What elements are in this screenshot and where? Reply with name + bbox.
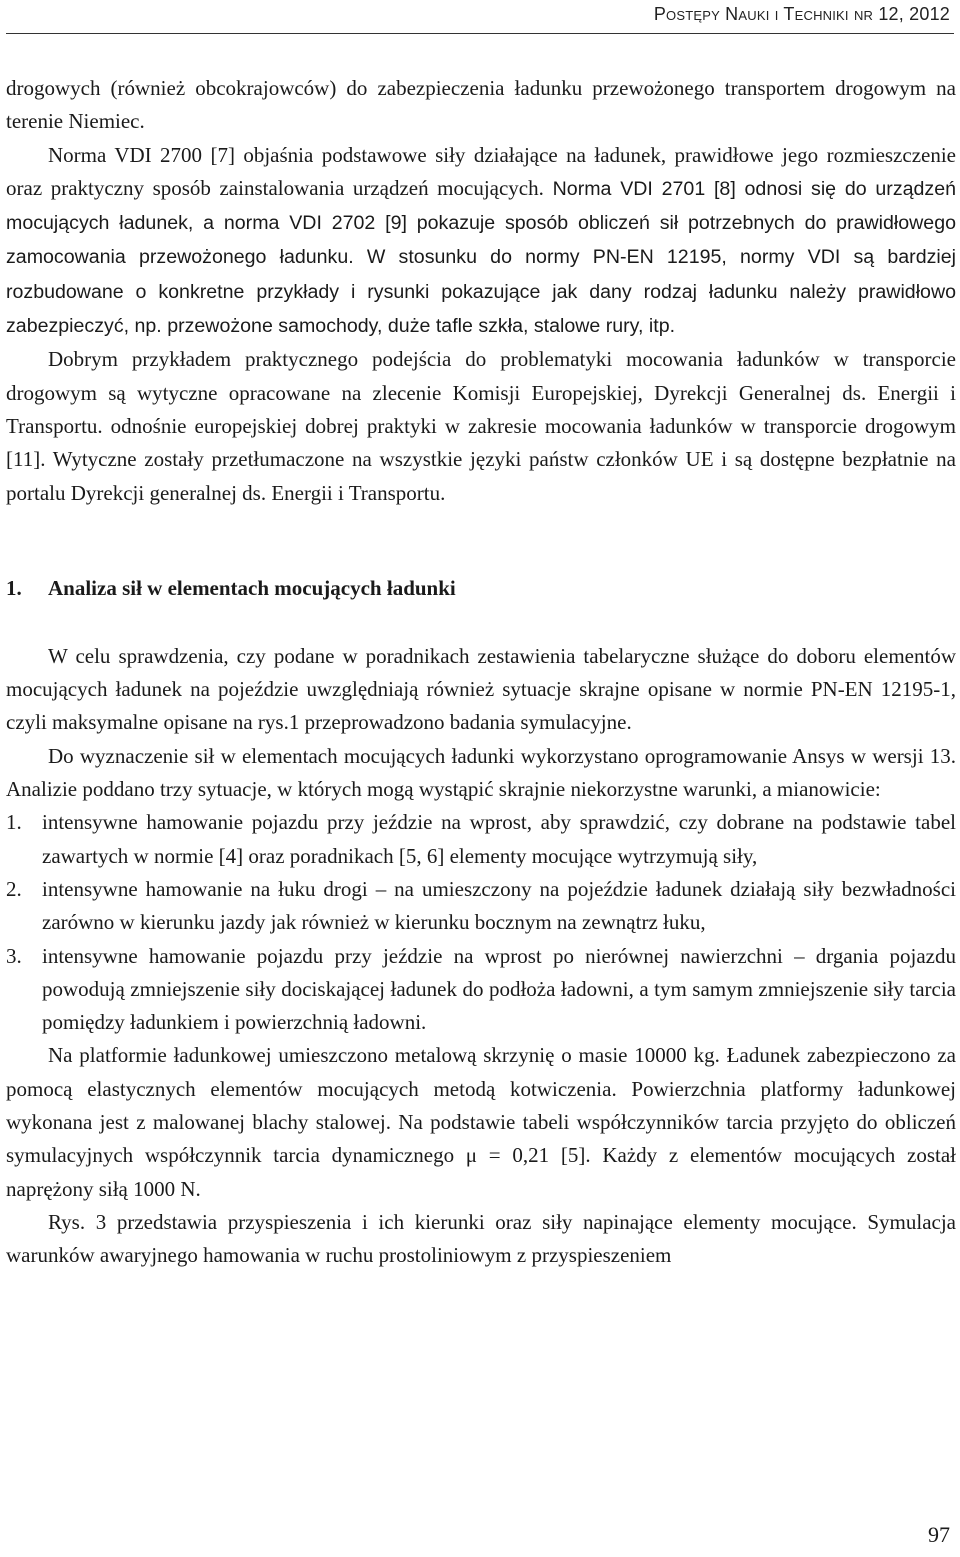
- body-text: [6, 72, 956, 1273]
- section-heading: [6, 572, 956, 605]
- paragraph-vdi-2700: Norma VDI 2700 [7] objaśnia podstawowe siły działające na ładunek, prawidłowe jego rozmieszczenie oraz praktyczny sposób zainstalowania urządzeń mocujących.: [6, 142, 956, 200]
- paragraph-continuation: drogowych (również obcokrajowców) do zabezpieczenia ładunku przewożonego transportem drogowym na terenie Niemiec.: [6, 76, 956, 134]
- list-item-number: 3.: [6, 943, 22, 968]
- paragraph-vdi-norms: [6, 139, 956, 344]
- paragraph-platform: Na platformie ładunkowej umieszczono metalową skrzynię o masie 10000 kg. Ładunek zabezpieczono za pomocą elastycznych elementów mocujących metodą kotwiczenia. Powierzchnia platformy ładunkowej wykonana jest z malowanej blachy stalowej. Na podstawie tabeli współczynników tarcia przyjęto do obliczeń symulacyjnych współczynnik tarcia dynamicznego μ = 0,21 [5]. Każdy z elementów mocujących został naprężony siłą 1000 N.: [6, 1043, 956, 1201]
- paragraph-fig3: Rys. 3 przedstawia przyspieszenia i ich kierunki oraz siły napinające elementy mocujące. Symulacja warunków awaryjnego hamowania w ruchu prostoliniowym z przyspieszeniem: [6, 1209, 956, 1268]
- paragraph-eu-guidelines: Dobrym przykładem praktycznego podejścia do problematyki mocowania ładunków w transporcie drogowym są wytyczne opracowane na zlecenie Komisji Europejskiej, Dyrekcji Generalnej ds. Energii i Transportu. odnośnie europejskiej dobrej praktyki w zakresie mocowania ładunków w transporcie drogowym [11]. Wytyczne zostały przetłumaczone na wszystkie języki państw członków UE i są dostępne bezpłatnie na portalu Dyrekcji generalnej ds. Energii i Transportu.: [6, 347, 956, 505]
- list-item: [6, 873, 956, 940]
- list-item-text: intensywne hamowanie pojazdu przy jeździe na wprost po nierównej nawierzchni – drgania pojazdu powodują zmniejszenie siły dociskającej ładunek do podłoża ładowni, a tym samym zmniejszenie siły tarcia pomiędzy ładunkiem i powierzchnią ładowni.: [42, 943, 956, 1035]
- list-item-text: intensywne hamowanie pojazdu przy jeździe na wprost, aby sprawdzić, czy dobrane na podstawie tabel zawartych w normie [4] oraz poradnikach [5, 6] elementy mocujące wytrzymują siły,: [42, 810, 956, 868]
- paragraph-ansys: Do wyznaczenie sił w elementach mocujących ładunki wykorzystano oprogramowanie Ansys w wersji 13. Analizie poddano trzy sytuacje, w których mogą wystąpić skrajnie niekorzystne warunki, a mianowicie:: [6, 743, 956, 802]
- section-number: 1.: [6, 575, 22, 600]
- paragraph-simulation-purpose: W celu sprawdzenia, czy podane w poradnikach zestawienia tabelaryczne służące do doboru elementów mocujących ładunek na pojeździe uwzględniają również sytuacje skrajne opisane w normie PN-EN 12195-1, czyli maksymalne opisane na rys.1 przeprowadzono badania symulacyjne.: [6, 643, 956, 735]
- running-header: Postępy Nauki i Techniki nr 12, 2012: [653, 4, 950, 24]
- list-item-text: intensywne hamowanie na łuku drogi – na umieszczony na pojeździe ładunek działają siły bezwładności zarówno w kierunku jazdy jak również w kierunku bocznym na zewnątrz łuku,: [42, 876, 956, 935]
- header-divider: [6, 33, 954, 34]
- section-title: Analiza sił w elementach mocujących ładunki: [48, 575, 456, 600]
- page-number: 97: [928, 1522, 950, 1547]
- cases-list: [6, 806, 956, 1039]
- list-item-number: 2.: [6, 876, 22, 901]
- list-item: [6, 940, 956, 1040]
- list-item: [6, 806, 956, 873]
- paragraph-vdi-2701-2702: Norma VDI 2701 [8] odnosi się do urządzeń mocujących ładunek, a norma VDI 2702 [9] pokazuje sposób obliczeń sił potrzebnych do prawidłowego zamocowania przewożonego ładunku. W stosunku do normy PN-EN 12195, normy VDI są bardziej rozbudowane o konkretne przykłady i rysunki pokazujące jak dany rodzaj ładunku należy prawidłowo zabezpieczyć, np. przewożone samochody, duże tafle szkła, stalowe rury, itp.: [6, 177, 957, 338]
- list-item-number: 1.: [6, 810, 22, 835]
